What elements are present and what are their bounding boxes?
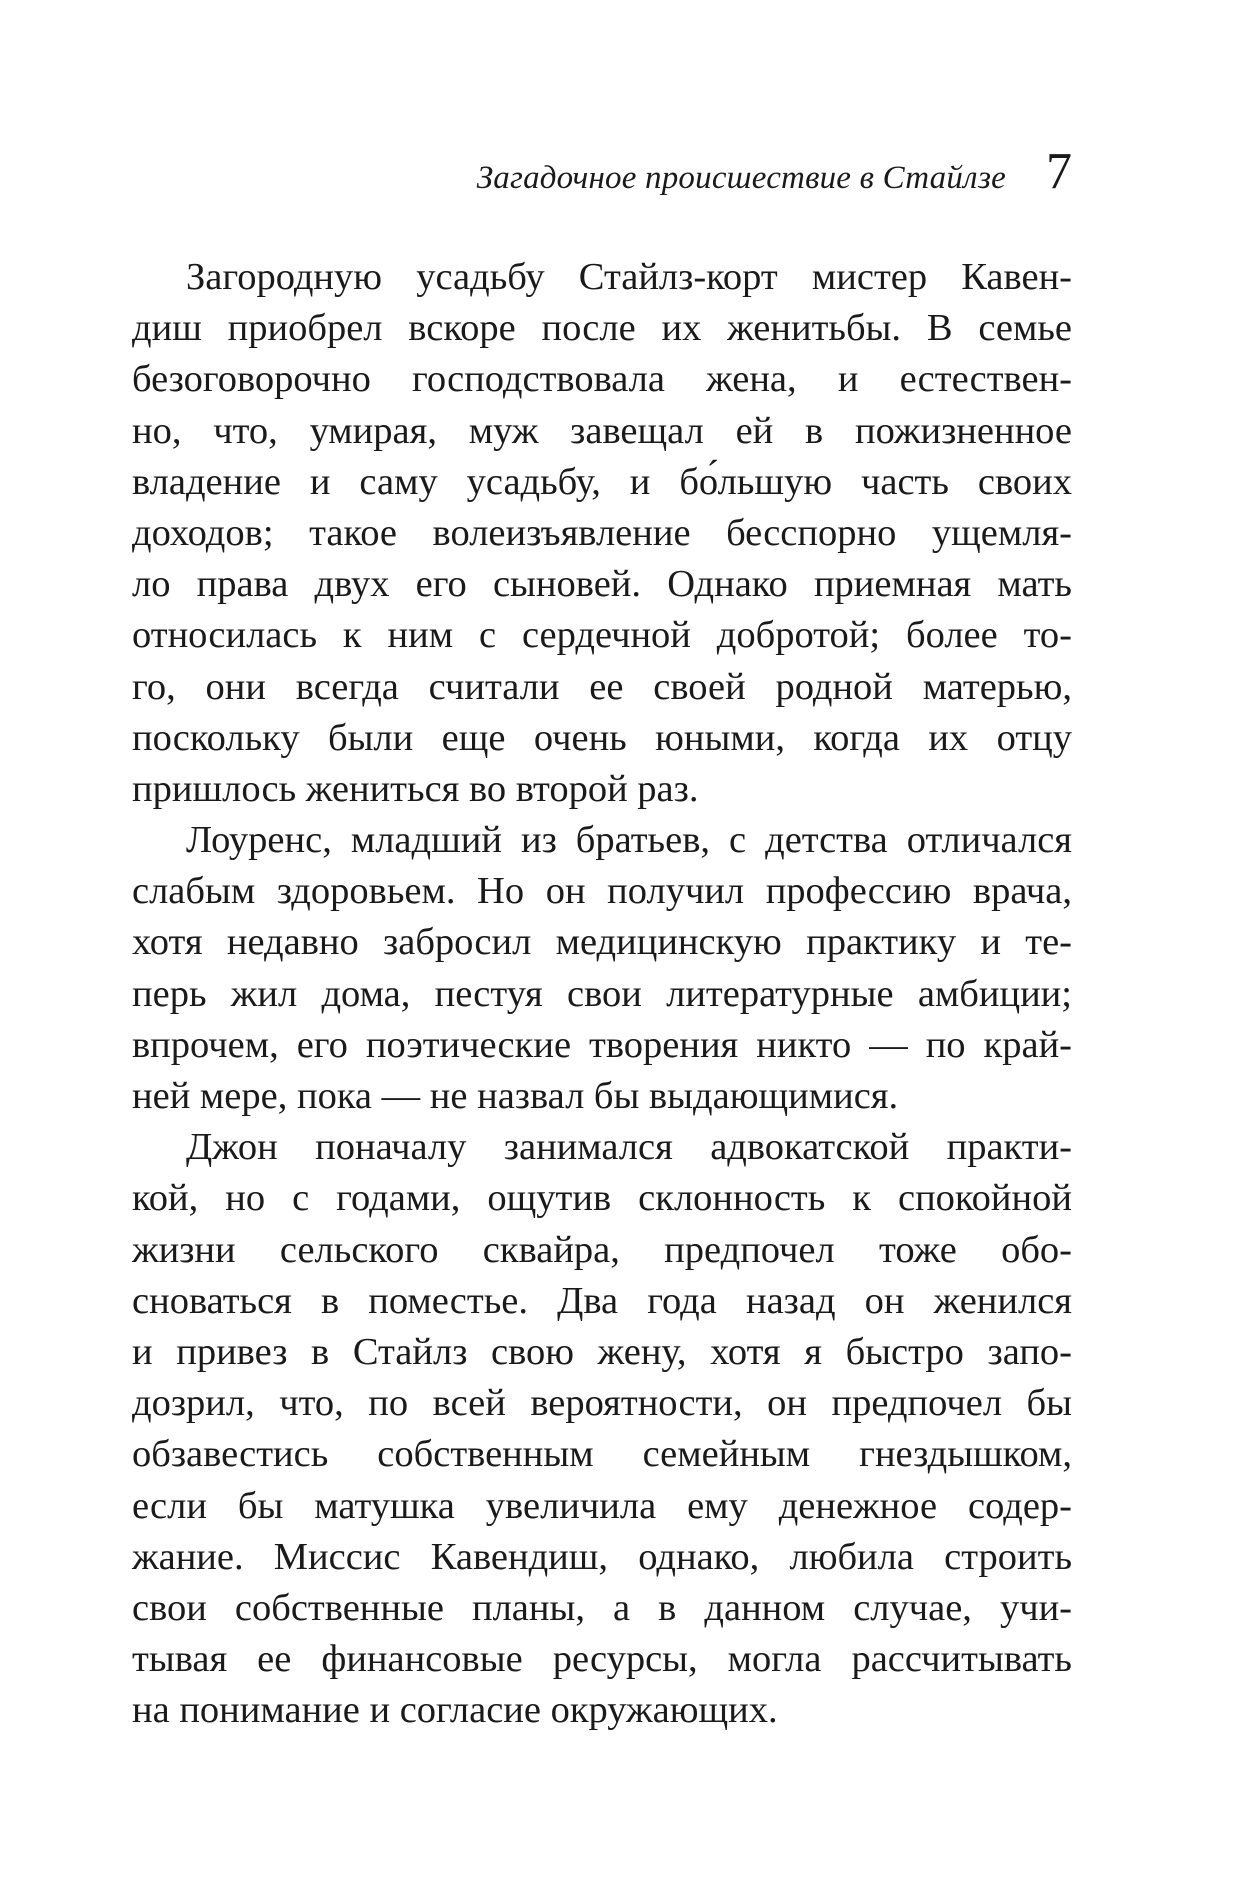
text-line: жание. Миссис Кавендиш, однако, любила строить <box>132 1535 1072 1578</box>
text-line: жизни сельского сквайра, предпочел тоже обо- <box>132 1228 1072 1271</box>
text-line: но, что, умирая, муж завещал ей в пожизненное <box>132 409 1072 452</box>
text-line: и привез в Стайлз свою жену, хотя я быстро запо- <box>132 1330 1072 1373</box>
text-line: сноваться в поместье. Два года назад он женился <box>132 1279 1072 1322</box>
text-line: относилась к ним с сердечной добротой; более то- <box>132 614 1072 657</box>
text-line: на понимание и согласие окружающих. <box>132 1689 778 1732</box>
text-line: кой, но с годами, ощутив склонность к спокойной <box>132 1177 1072 1220</box>
text-line: го, они всегда считали ее своей родной матерью, <box>132 665 1072 708</box>
text-line: пришлось жениться во второй раз. <box>132 767 699 810</box>
page-number: 7 <box>1046 143 1072 200</box>
text-line: свои собственные планы, а в данном случае, учи- <box>132 1586 1072 1629</box>
text-line: Загородную усадьбу Стайлз-корт мистер Кавен- <box>186 256 1072 298</box>
running-title: Загадочное происшествие в Стайлзе <box>476 160 1006 196</box>
text-line: доходов; такое волеизъявление бесспорно ущемля- <box>132 511 1072 554</box>
text-line: хотя недавно забросил медицинскую практику и те- <box>132 921 1072 964</box>
text-line: ней мере, пока — не назвал бы выдающимися. <box>132 1075 899 1117</box>
text-line: перь жил дома, пестуя свои литературные амбиции; <box>132 972 1072 1015</box>
text-line: обзавестись собственным семейным гнездышком, <box>132 1433 1072 1476</box>
paragraph-1 <box>132 252 1072 815</box>
text-line: Лоуренс, младший из братьев, с детства отличался <box>186 819 1072 862</box>
text-line: дозрил, что, по всей вероятности, он предпочел бы <box>132 1382 1072 1425</box>
text-line: владение и саму усадьбу, и бо́льшую часть своих <box>132 460 1072 503</box>
text-line: Джон поначалу занимался адвокатской практи- <box>186 1126 1072 1169</box>
text-line: тывая ее финансовые ресурсы, могла рассчитывать <box>132 1638 1072 1681</box>
running-head <box>132 143 1072 210</box>
text-line: диш приобрел вскоре после их женитьбы. В семье <box>132 307 1072 350</box>
text-line: впрочем, его поэтические творения никто — по край- <box>132 1023 1072 1066</box>
text-line: если бы матушка увеличила ему денежное содер- <box>132 1484 1072 1527</box>
paragraph-3 <box>132 1122 1072 1736</box>
text-line: безоговорочно господствовала жена, и естествен- <box>132 358 1072 401</box>
paragraph-2 <box>132 815 1072 1122</box>
text-line: ло права двух его сыновей. Однако приемная мать <box>132 563 1072 606</box>
text-line: поскольку были еще очень юными, когда их отцу <box>132 716 1072 759</box>
text-line: слабым здоровьем. Но он получил профессию врача, <box>132 870 1072 913</box>
text-block <box>132 252 1072 1736</box>
